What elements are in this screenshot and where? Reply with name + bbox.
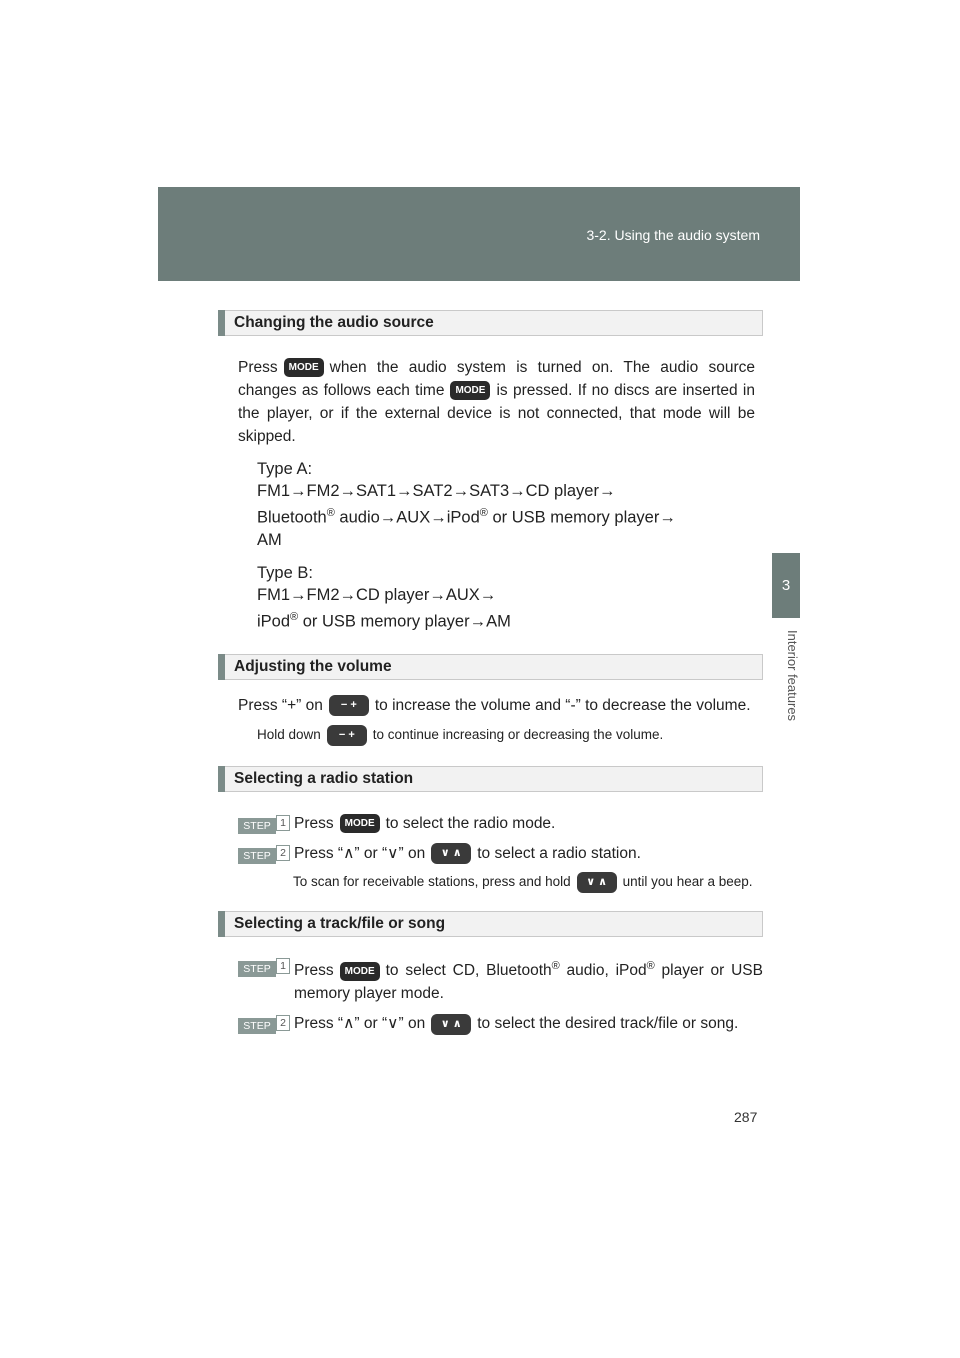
heading-text: Changing the audio source bbox=[234, 314, 434, 331]
reg-mark: ® bbox=[551, 960, 560, 972]
text: or USB memory player→ bbox=[487, 508, 676, 527]
volume-button-icon: − + bbox=[327, 725, 367, 746]
source-paragraph bbox=[238, 356, 755, 448]
reg-mark: ® bbox=[646, 960, 655, 972]
text: Bluetooth bbox=[257, 508, 327, 527]
volume-paragraph bbox=[238, 694, 755, 717]
step-text bbox=[294, 842, 763, 865]
text: to select a radio station. bbox=[477, 845, 641, 862]
text: to select the desired track/file or song. bbox=[477, 1015, 739, 1033]
radio-step-2 bbox=[238, 842, 763, 865]
step-label: STEP bbox=[238, 1018, 276, 1034]
text: Press “∧” or “∨” on bbox=[294, 1015, 426, 1033]
text: Press bbox=[294, 962, 334, 980]
volume-note bbox=[257, 725, 774, 746]
heading-bar bbox=[218, 766, 225, 792]
type-a-line: FM1→FM2→SAT1→SAT2→SAT3→CD player→ bbox=[257, 482, 616, 500]
step-badge bbox=[238, 845, 290, 861]
type-a-line: AM bbox=[257, 530, 282, 549]
track-step-1 bbox=[238, 955, 763, 1005]
step-number: 1 bbox=[276, 958, 290, 974]
type-b-line: FM1→FM2→CD player→AUX→ bbox=[257, 585, 497, 604]
mode-button-icon: MODE bbox=[340, 962, 380, 981]
step-badge bbox=[238, 815, 290, 831]
type-b-label: Type B: bbox=[257, 563, 313, 582]
seek-button-icon: ∨ ∧ bbox=[431, 1014, 471, 1035]
mode-button-icon: MODE bbox=[340, 814, 380, 833]
reg-mark: ® bbox=[479, 507, 488, 519]
heading-text: Adjusting the volume bbox=[234, 658, 392, 675]
text: player or USB memory player mode. bbox=[294, 962, 763, 1003]
heading-text: Selecting a track/file or song bbox=[234, 915, 446, 932]
track-step-2 bbox=[238, 1012, 763, 1035]
step-badge bbox=[238, 1015, 290, 1031]
step-number: 2 bbox=[276, 845, 290, 861]
seek-button-icon: ∨ ∧ bbox=[577, 872, 617, 893]
step-text bbox=[294, 812, 763, 835]
text: to select CD, Bluetooth bbox=[385, 962, 552, 980]
volume-button-icon: − + bbox=[329, 695, 369, 716]
step-label: STEP bbox=[238, 961, 276, 977]
step-label: STEP bbox=[238, 818, 276, 834]
page-header bbox=[158, 187, 800, 281]
type-a-label: Type A: bbox=[257, 460, 313, 478]
text: Press “+” on bbox=[238, 697, 323, 714]
text: to select the radio mode. bbox=[385, 815, 556, 832]
text: Press bbox=[238, 359, 278, 376]
heading-radio-station bbox=[218, 766, 763, 792]
step-text bbox=[294, 1012, 763, 1035]
step-number: 2 bbox=[276, 1015, 290, 1031]
text: to continue increasing or decreasing the volume. bbox=[372, 727, 664, 743]
text: Press bbox=[294, 815, 334, 832]
text: audio, iPod bbox=[559, 962, 647, 980]
mode-button-icon: MODE bbox=[450, 381, 490, 400]
chapter-tab: 3 bbox=[772, 553, 800, 618]
text: audio→AUX→iPod bbox=[334, 508, 480, 527]
heading-text: Selecting a radio station bbox=[234, 770, 414, 787]
page-number: 287 bbox=[734, 1109, 758, 1125]
text: Hold down bbox=[257, 727, 321, 743]
seek-button-icon: ∨ ∧ bbox=[431, 843, 471, 864]
text: or USB memory player→AM bbox=[298, 612, 511, 630]
reg-mark: ® bbox=[290, 610, 299, 623]
text: to increase the volume and “-” to decrease the volume. bbox=[374, 697, 751, 714]
step-badge bbox=[238, 958, 290, 974]
type-a-list bbox=[257, 458, 763, 551]
type-b-line bbox=[257, 606, 763, 633]
radio-scan-note bbox=[293, 872, 755, 893]
step-number: 1 bbox=[276, 815, 290, 831]
heading-adjusting-volume bbox=[218, 654, 763, 680]
text: until you hear a beep. bbox=[622, 874, 753, 890]
heading-changing-source bbox=[218, 310, 763, 336]
heading-track-selection bbox=[218, 911, 763, 937]
content bbox=[218, 310, 763, 1035]
heading-bar bbox=[218, 654, 225, 680]
step-label: STEP bbox=[238, 848, 276, 864]
section-title: 3-2. Using the audio system bbox=[586, 227, 760, 243]
chapter-label: Interior features bbox=[785, 630, 800, 722]
text: To scan for receivable stations, press and hold bbox=[293, 874, 571, 890]
text: when the audio system is turned on. The audio source changes as follows each time bbox=[238, 359, 755, 399]
text: is pressed. If no discs are inserted in the player, or if the external device is not connected, that mode will be skipped. bbox=[238, 382, 755, 445]
step-text bbox=[294, 955, 763, 1005]
mode-button-icon: MODE bbox=[284, 358, 324, 377]
radio-step-1 bbox=[238, 812, 763, 835]
heading-bar bbox=[218, 911, 225, 937]
text: iPod bbox=[257, 612, 291, 630]
reg-mark: ® bbox=[326, 507, 335, 519]
type-a-line bbox=[257, 502, 763, 529]
heading-bar bbox=[218, 310, 225, 336]
text: Press “∧” or “∨” on bbox=[294, 845, 426, 862]
type-b-list bbox=[257, 562, 763, 633]
